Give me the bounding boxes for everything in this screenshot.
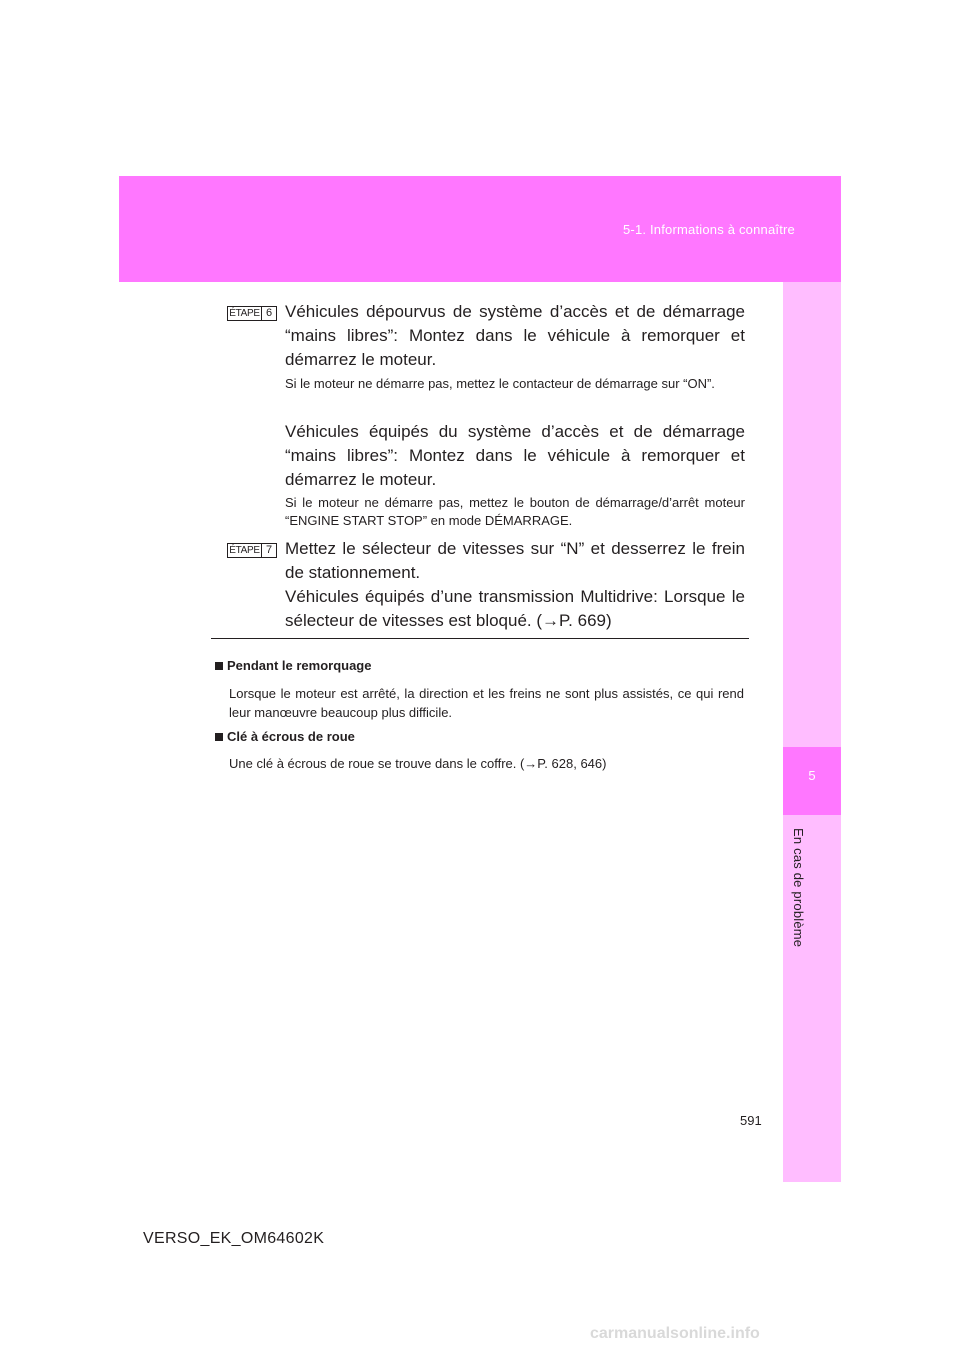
square-bullet-icon xyxy=(215,733,223,741)
chapter-number: 5 xyxy=(808,768,816,783)
square-bullet-icon xyxy=(215,662,223,670)
info-text-wrench: Une clé à écrous de roue se trouve dans le coffre. (→P. 628, 646) xyxy=(229,756,607,771)
info-heading-towing: Pendant le remorquage xyxy=(215,658,371,673)
step-6-text-a: Véhicules dépourvus de système d’accès et de démarrage “mains libres”: Montez dans le véhicule à remorquer et démarrez le moteur. xyxy=(285,302,745,369)
step-7-text-a: Mettez le sélecteur de vitesses sur “N” et desserrez le frein de stationnement. xyxy=(285,539,745,582)
page-number: 591 xyxy=(740,1113,762,1128)
step-badge-number: 6 xyxy=(261,307,276,320)
section-title: 5-1. Informations à connaître xyxy=(622,222,795,237)
chapter-title: En cas de problème xyxy=(791,828,806,948)
step-7-badge xyxy=(227,543,277,558)
step-6-note-a: Si le moteur ne démarre pas, mettez le contacteur de démarrage sur “ON”. xyxy=(285,376,715,391)
step-6-note-b: Si le moteur ne démarre pas, mettez le bouton de démarrage/d’arrêt moteur “ENGINE START STOP” en mode DÉMARRAGE. xyxy=(285,495,745,528)
step-badge-word: ÉTAPE xyxy=(229,308,260,319)
section-divider xyxy=(211,638,749,639)
step-6-badge xyxy=(227,306,277,321)
info-text-towing: Lorsque le moteur est arrêté, la direction et les freins ne sont plus assistés, ce qui rend leur manœuvre beaucoup plus difficile. xyxy=(229,686,744,720)
watermark: carmanualsonline.info xyxy=(590,1325,760,1342)
step-7-text-b: Véhicules équipés d’une transmission Multidrive: Lorsque le sélecteur de vitesses est bloqué. (→P. 669) xyxy=(285,587,745,630)
document-code: VERSO_EK_OM64602K xyxy=(143,1230,325,1247)
info-heading-wrench: Clé à écrous de roue xyxy=(215,729,355,744)
step-badge-number: 7 xyxy=(261,544,276,557)
header-band xyxy=(119,176,841,282)
step-6-text-b: Véhicules équipés du système d’accès et de démarrage “mains libres”: Montez dans le véhicule à remorquer et démarrez le moteur. xyxy=(285,422,745,489)
step-badge-word: ÉTAPE xyxy=(229,545,260,556)
chapter-side-strip xyxy=(783,282,841,1182)
